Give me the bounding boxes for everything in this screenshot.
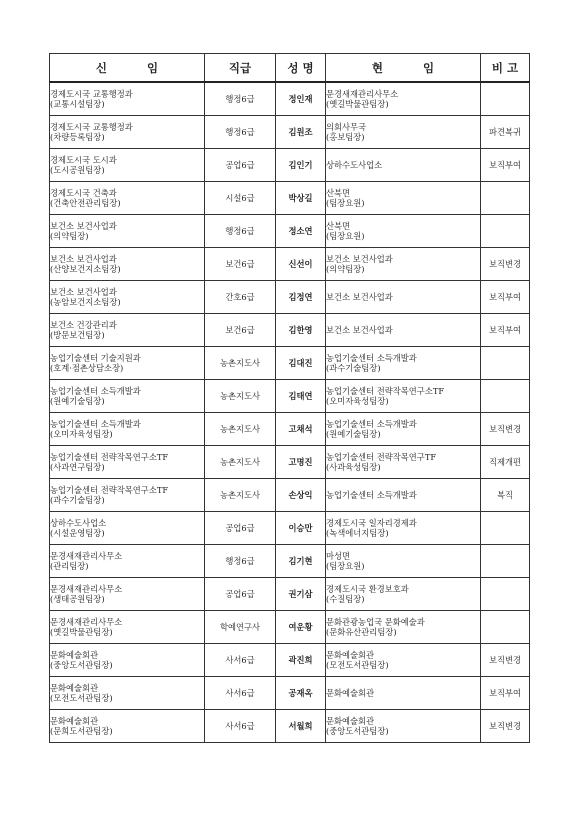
current-post-cell [326,281,481,314]
current-post-cell-line: (의약팀장) [326,264,365,274]
note-cell: 보직부여 [481,149,530,182]
table-row [50,281,530,314]
current-post-cell [326,677,481,710]
current-post-cell-line: 마성면 [326,550,351,561]
note-cell: 복직 [481,479,530,512]
name-cell: 정인재 [276,82,326,116]
table-row [50,149,530,182]
rank-cell: 공업6급 [205,512,276,545]
new-post-cell-line: 농업기술센터 전략작목연구소TF [50,484,169,495]
current-post-cell-line: 문화예술회관 [326,687,375,698]
current-post-cell-line: (홍보팀장) [326,132,365,142]
rank-cell: 공업6급 [205,149,276,182]
new-post-cell-line: (오미자육성팀장) [50,429,113,439]
note-cell [481,578,530,611]
new-post-cell [50,479,205,512]
note-cell [481,611,530,644]
new-post-cell-line: (생태공원팀장) [50,594,105,604]
rank-cell: 사서6급 [205,644,276,677]
table-body [50,82,530,743]
current-post-cell-line: 문화예술회관 [326,715,375,726]
current-post-cell-line: (옛길박물관팀장) [326,99,389,109]
rank-cell: 간호6급 [205,281,276,314]
rank-cell: 농촌지도사 [205,446,276,479]
current-post-cell [326,413,481,446]
table-row [50,545,530,578]
new-post-cell-line: 농업기술센터 소득개발과 [50,418,141,429]
note-cell: 보직부여 [481,281,530,314]
name-cell: 정소연 [276,215,326,248]
current-post-cell-line: 문화예술회관 [326,649,375,660]
table-row [50,314,530,347]
current-post-cell [326,149,481,182]
name-cell: 이승만 [276,512,326,545]
new-post-cell-line: 보건소 보건사업과 [50,220,117,231]
rank-cell: 농촌지도사 [205,479,276,512]
current-post-cell-line: 농업기술센터 소득개발과 [326,489,417,500]
new-post-cell-line: (의약팀장) [50,231,89,241]
new-post-cell [50,545,205,578]
rank-cell: 행정6급 [205,116,276,149]
current-post-cell [326,644,481,677]
current-post-cell [326,578,481,611]
current-post-cell [326,347,481,380]
new-post-cell-line: (방문보건팀장) [50,330,105,340]
new-post-cell-line: (교통시설팀장) [50,99,105,109]
header-row [50,54,530,83]
new-post-cell-line: (농암보건지소팀장) [50,297,121,307]
current-post-cell-line: 경제도시국 환경보호과 [326,583,409,594]
current-post-cell [326,512,481,545]
name-cell: 고명진 [276,446,326,479]
table-row [50,248,530,281]
current-post-cell [326,215,481,248]
rank-cell: 보건6급 [205,248,276,281]
name-cell: 김원조 [276,116,326,149]
rank-cell: 공업6급 [205,578,276,611]
table-row [50,512,530,545]
name-cell: 김기현 [276,545,326,578]
name-cell: 곽진희 [276,644,326,677]
current-post-cell-line: (모전도서관팀장) [326,660,389,670]
new-post-cell-line: (중앙도서관팀장) [50,660,113,670]
note-cell: 보직변경 [481,413,530,446]
note-cell [481,545,530,578]
new-post-cell-line: (문희도서관팀장) [50,726,113,736]
rank-cell: 시설6급 [205,182,276,215]
current-post-cell-line: 농업기술센터 소득개발과 [326,352,417,363]
name-cell: 김인기 [276,149,326,182]
current-post-cell-line: (오미자육성팀장) [326,396,389,406]
current-post-cell [326,710,481,743]
current-post-cell-line: 상하수도사업소 [326,159,383,170]
new-post-cell [50,710,205,743]
new-post-cell-line: (호계·점촌상담소장) [50,363,124,373]
current-post-cell [326,116,481,149]
new-post-cell-line: (관리팀장) [50,561,89,571]
current-post-cell-line: (중앙도서관팀장) [326,726,389,736]
new-post-cell-line: 문화예술회관 [50,649,99,660]
table-row [50,347,530,380]
current-post-cell-line: (팀장요원) [326,561,365,571]
current-post-cell-line: 농업기술센터 전략작목연구소TF [326,385,445,396]
current-post-cell-line: 농업기술센터 전략작목연구TF [326,451,437,462]
new-post-cell [50,82,205,116]
note-cell [481,215,530,248]
new-post-cell-line: 농업기술센터 기술지원과 [50,352,141,363]
table-row [50,413,530,446]
header-new-post: 신 임 [50,54,205,83]
table-row [50,215,530,248]
table-row [50,611,530,644]
note-cell: 보직변경 [481,248,530,281]
new-post-cell-line: (모전도서관팀장) [50,693,113,703]
name-cell: 김한영 [276,314,326,347]
current-post-cell [326,446,481,479]
note-cell: 보직부여 [481,314,530,347]
current-post-cell-line: (과수기술팀장) [326,363,381,373]
new-post-cell [50,578,205,611]
current-post-cell [326,82,481,116]
current-post-cell-line: 보건소 보건사업과 [326,291,393,302]
name-cell: 여운황 [276,611,326,644]
current-post-cell-line: (녹색에너지팀장) [326,528,389,538]
new-post-cell [50,182,205,215]
current-post-cell-line: (사과육성팀장) [326,462,381,472]
current-post-cell [326,182,481,215]
new-post-cell [50,446,205,479]
new-post-cell-line: 경제도시국 교통행정과 [50,121,133,132]
new-post-cell [50,116,205,149]
new-post-cell [50,380,205,413]
name-cell: 신선이 [276,248,326,281]
new-post-cell-line: (산양보건지소팀장) [50,264,121,274]
new-post-cell-line: (옛길박물관팀장) [50,627,113,637]
current-post-cell-line: 보건소 보건사업과 [326,253,393,264]
new-post-cell [50,347,205,380]
note-cell [481,182,530,215]
note-cell: 보직변경 [481,710,530,743]
note-cell: 보직부여 [481,677,530,710]
current-post-cell [326,479,481,512]
note-cell: 보직변경 [481,644,530,677]
new-post-cell [50,281,205,314]
table-row [50,446,530,479]
note-cell: 파견복귀 [481,116,530,149]
new-post-cell [50,413,205,446]
table-row [50,677,530,710]
name-cell: 김태연 [276,380,326,413]
note-cell [481,347,530,380]
note-cell [481,380,530,413]
new-post-cell-line: 문경새재관리사무소 [50,583,123,594]
name-cell: 고채석 [276,413,326,446]
header-rank: 직급 [205,54,276,83]
current-post-cell-line: 산북면 [326,220,351,231]
current-post-cell-line: 문화관광농업국 문화예술과 [326,616,425,627]
new-post-cell [50,611,205,644]
new-post-cell-line: 문화예술회관 [50,682,99,693]
rank-cell: 행정6급 [205,215,276,248]
new-post-cell [50,149,205,182]
table-row [50,578,530,611]
current-post-cell [326,314,481,347]
new-post-cell-line: 문화예술회관 [50,715,99,726]
table-row [50,644,530,677]
rank-cell: 농촌지도사 [205,347,276,380]
table-row [50,82,530,116]
current-post-cell-line: 의회사무국 [326,121,367,132]
current-post-cell [326,248,481,281]
note-cell: 직제개편 [481,446,530,479]
current-post-cell [326,380,481,413]
note-cell [481,82,530,116]
table-row [50,380,530,413]
new-post-cell-line: 상하수도사업소 [50,517,107,528]
name-cell: 공재옥 [276,677,326,710]
header-note: 비 고 [481,54,530,83]
new-post-cell-line: (원예기술팀장) [50,396,105,406]
name-cell: 박상길 [276,182,326,215]
new-post-cell-line: 보건소 건강관리과 [50,319,117,330]
new-post-cell-line: 경제도시국 건축과 [50,187,117,198]
personnel-table [49,53,530,743]
new-post-cell [50,314,205,347]
current-post-cell [326,611,481,644]
new-post-cell-line: (건축안전관리팀장) [50,198,121,208]
new-post-cell-line: (시설운영팀장) [50,528,105,538]
header-name: 성 명 [276,54,326,83]
new-post-cell [50,512,205,545]
new-post-cell-line: 보건소 보건사업과 [50,286,117,297]
rank-cell: 보건6급 [205,314,276,347]
name-cell: 김정연 [276,281,326,314]
current-post-cell-line: 경제도시국 일자리경제과 [326,517,417,528]
table-row [50,479,530,512]
table-row [50,116,530,149]
rank-cell: 농촌지도사 [205,413,276,446]
rank-cell: 사서6급 [205,677,276,710]
current-post-cell-line: 문경새재관리사무소 [326,88,399,99]
new-post-cell-line: 문경새재관리사무소 [50,550,123,561]
header-current-post: 현 임 [326,54,481,83]
new-post-cell [50,644,205,677]
new-post-cell-line: 문경새재관리사무소 [50,616,123,627]
current-post-cell-line: (팀장요원) [326,231,365,241]
rank-cell: 행정6급 [205,82,276,116]
new-post-cell-line: 보건소 보건사업과 [50,253,117,264]
table-row [50,182,530,215]
name-cell: 손상익 [276,479,326,512]
name-cell: 김대진 [276,347,326,380]
note-cell [481,512,530,545]
new-post-cell [50,215,205,248]
rank-cell: 행정6급 [205,545,276,578]
current-post-cell-line: (문화유산관리팀장) [326,627,397,637]
current-post-cell-line: 농업기술센터 소득개발과 [326,418,417,429]
current-post-cell-line: 보건소 보건사업과 [326,324,393,335]
new-post-cell-line: (사과연구팀장) [50,462,105,472]
rank-cell: 농촌지도사 [205,380,276,413]
new-post-cell-line: 농업기술센터 전략작목연구소TF [50,451,169,462]
current-post-cell-line: (원예기술팀장) [326,429,381,439]
new-post-cell-line: (과수기술팀장) [50,495,105,505]
new-post-cell [50,677,205,710]
current-post-cell-line: (팀장요원) [326,198,365,208]
rank-cell: 학예연구사 [205,611,276,644]
name-cell: 서월희 [276,710,326,743]
new-post-cell-line: 경제도시국 도시과 [50,154,117,165]
new-post-cell-line: (차량등록팀장) [50,132,105,142]
current-post-cell-line: 산북면 [326,187,351,198]
new-post-cell-line: 경제도시국 교통행정과 [50,88,133,99]
name-cell: 권기삼 [276,578,326,611]
rank-cell: 사서6급 [205,710,276,743]
new-post-cell-line: 농업기술센터 소득개발과 [50,385,141,396]
new-post-cell [50,248,205,281]
current-post-cell [326,545,481,578]
new-post-cell-line: (도시공원팀장) [50,165,105,175]
table-row [50,710,530,743]
current-post-cell-line: (수질팀장) [326,594,365,604]
